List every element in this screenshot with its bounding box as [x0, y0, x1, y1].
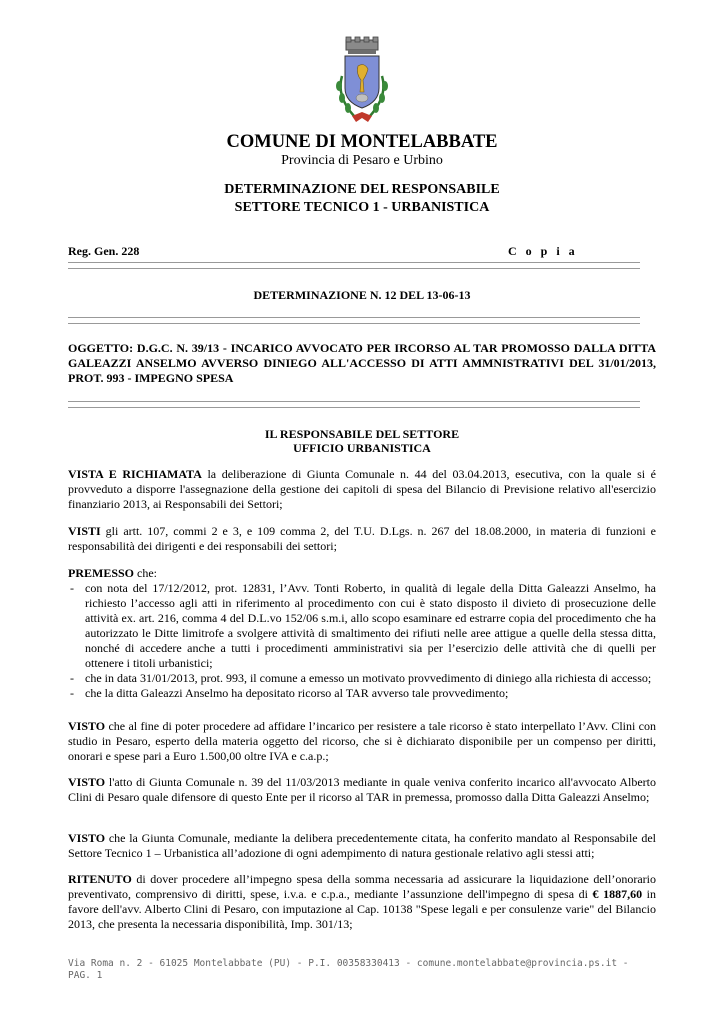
paragraph-text: di dover procedere all’impegno spesa della somma necessaria ad assicurare la liquidazione dell’onorario preventivato, comprensivo di diritti, spese, i.v.a. e c.p.a., mediante l’assunzione dell'impegno di spesa di [68, 872, 656, 901]
paragraph-text: la deliberazione di Giunta Comunale n. 44 del 03.04.2013, esecutiva, con la quale si é provveduto a disporre l'assegnazione della gestione dei capitoli di spesa del Bilancio di Previsione relativo all'esercizio finanziario 2013, ai Responsabili dei Settori; [68, 467, 656, 511]
paragraph-visto-1 [68, 719, 656, 764]
separator-line [68, 401, 640, 408]
impegno-amount: € 1887,60 [592, 887, 643, 901]
list-item: - che in data 31/01/2013, prot. 993, il comune a emesso un motivato provvedimento di diniego alla richiesta di accesso; [70, 671, 652, 685]
paragraph-lead: VISTO [68, 719, 106, 733]
premesso-list [68, 581, 656, 701]
paragraph-lead: VISTO [68, 831, 106, 845]
paragraph-lead: VISTO [68, 775, 106, 789]
paragraph-text: che: [134, 566, 158, 580]
paragraph-text: che al fine di poter procedere ad affidare l’incarico per resistere a tale ricorso è stato interpellato l’Avv. Clini con studio in Pesaro, esperto della materia oggetto del ricorso, che si è dichiarato disponibile per un compenso per diritti, onorari e spese pari a Euro 1.500,00 oltre IVA e c.a.p.; [68, 719, 656, 763]
determinazione-heading-line1: DETERMINAZIONE DEL RESPONSABILE [224, 182, 500, 197]
paragraph-text: in favore dell'avv. Alberto Clini di Pesaro, con imputazione al Cap. 10138 "Spese legali e per consulenze varie" del Bilancio 2013, che presenta la necessaria disponibilità, Imp. 301/13; [68, 887, 657, 931]
paragraph-text: gli artt. 107, commi 2 e 3, e 109 comma 2, del T.U. D.Lgs. n. 267 del 18.08.2000, in materia di funzioni e responsabilità dei dirigenti e dei responsabili dei settori; [68, 524, 656, 553]
responsabile-heading-line1: IL RESPONSABILE DEL SETTORE [264, 427, 460, 441]
reg-gen-label: Reg. Gen. 228 [68, 244, 140, 258]
paragraph-lead: PREMESSO [68, 566, 135, 580]
paragraph-lead: RITENUTO [68, 872, 132, 886]
paragraph-text: che la Giunta Comunale, mediante la delibera precedentemente citata, ha conferito mandato al Responsabile del Settore Tecnico 1 – Urbanistica all’adozione di ogni adempimento di natura gestionale relativo agli stessi atti; [68, 831, 656, 860]
determinazione-heading-line2: SETTORE TECNICO 1 - URBANISTICA [234, 200, 490, 215]
paragraph-lead: VISTA E RICHIAMATA [68, 467, 202, 481]
separator-line [68, 262, 640, 269]
paragraph-visti [68, 524, 656, 554]
provincia-subtitle: Provincia di Pesaro e Urbino [281, 153, 443, 168]
paragraph-visto-3 [68, 831, 656, 861]
oggetto-text: OGGETTO: D.G.C. N. 39/13 - INCARICO AVVOCATO PER IRCORSO AL TAR PROMOSSO DALLA DITTA GALEAZZI ANSELMO AVVERSO DINIEGO ALL'ACCESSO DI ATTI AMMNISTRATIVI DEL 31/01/2013, PROT. 993 - IMPEGNO SPESA [68, 341, 656, 385]
responsabile-heading-line2: UFFICIO URBANISTICA [293, 441, 431, 455]
paragraph-ritenuto [68, 872, 656, 932]
list-item: - con nota del 17/12/2012, prot. 12831, l’Avv. Tonti Roberto, in qualità di legale della Ditta Galeazzi Anselmo, ha richiesto l’accesso agli atti in riferimento al procedimento con cui è stato disposto il divieto di prosecuzione delle attività ex. art. 216, comma 4 del D.L.vo 152/06 s.m.i, allo scopo esaminare ed estrarre copia del procedimento che ha autorizzato le Ditte limitrofe a svolgere attività di smaltimento dei rifiuti nelle aree attigue a quelle della stessa ditta, nonché di accedere anche a tutti i procedimenti amministrativi sia per l’esercizio delle attività che di quelli per ottenere i titoli urbanistici; [70, 581, 656, 670]
copia-label: C o p i a [508, 244, 578, 258]
determinazione-number: DETERMINAZIONE N. 12 DEL 13-06-13 [253, 288, 471, 302]
list-item: - che la ditta Galeazzi Anselmo ha depositato ricorso al TAR avverso tale provvedimento; [70, 686, 509, 700]
paragraph-lead: VISTI [68, 524, 101, 538]
document-page [68, 0, 656, 1024]
paragraph-visto-2 [68, 775, 656, 805]
page-footer [68, 958, 656, 982]
coat-of-arms-icon [330, 36, 394, 128]
paragraph-vista [68, 467, 656, 512]
comune-title: COMUNE DI MONTELABBATE [226, 132, 498, 152]
separator-line [68, 317, 640, 324]
footer-page-number: PAG. 1 [68, 970, 103, 981]
paragraph-premesso [68, 566, 656, 581]
footer-address: Via Roma n. 2 - 61025 Montelabbate (PU) - P.I. 00358330413 - comune.montelabbate@provincia.ps.it - [68, 958, 629, 969]
paragraph-text: l'atto di Giunta Comunale n. 39 del 11/03/2013 mediante in quale veniva conferito incarico all'avvocato Alberto Clini di Pesaro quale difensore di questo Ente per il ricorso al TAR in premessa, promosso dalla Ditta Galeazzi Anselmo; [68, 775, 656, 804]
